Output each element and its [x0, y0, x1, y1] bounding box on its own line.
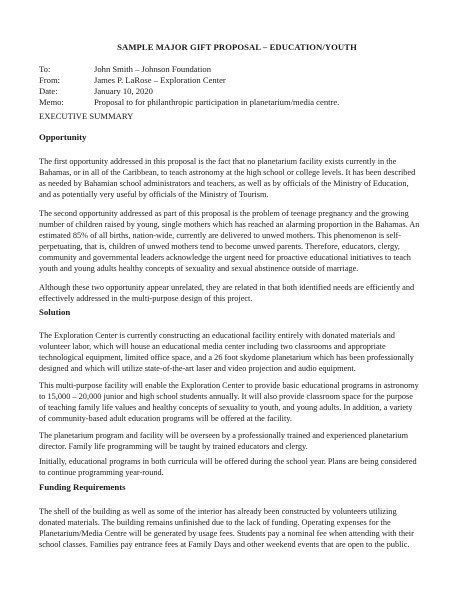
memo-header — [39, 64, 339, 108]
text-line: Planetarium/Media Centre will be generated by usage fees. Students pay a nominal fee when attending with their — [39, 529, 414, 538]
text-line: to continue programming year-round. — [39, 468, 164, 477]
text-line: technological equipment, limited office space, and a 26 foot skydome planetarium which has been professionally — [39, 353, 414, 362]
text-line: as needed by Bahamian school administrators and teachers, as well as by officials of the Ministry of Education, — [39, 179, 409, 188]
text-line: The planetarium program and facility will be overseen by a professionally trained and experienced planetarium — [39, 431, 409, 440]
memo-row-date — [39, 86, 339, 97]
memo-label-to: To: — [39, 64, 51, 74]
memo-label-date: Date: — [39, 86, 58, 96]
text-line: Initially, educational programs in both curricula will be offered during the school year. Plans are being considered — [39, 457, 417, 466]
memo-value-memo: Proposal to for philanthropic participation in planetarium/media centre. — [94, 97, 340, 107]
text-line: The Exploration Center is currently constructing an educational facility entirely with donated materials and — [39, 331, 395, 340]
opportunity-paragraph-1 — [39, 156, 437, 200]
funding-paragraph-1 — [39, 506, 437, 550]
solution-paragraph-4 — [39, 456, 437, 478]
text-line: donated materials. The building remains unfinished due to the lack of funding. Operating expenses for the — [39, 518, 391, 527]
memo-row-memo — [39, 97, 339, 108]
text-line: perpetuating, that is, children of unwed mothers tend to become unwed parents. Therefore, educators, clergy, — [39, 242, 400, 251]
text-line: estimated 85% of all births, nation-wide, currently are delivered to unwed mothers. This phenomenon is self- — [39, 231, 402, 240]
text-line: of community-based adult education programs will be offered at the facility. — [39, 414, 292, 423]
memo-value-date: January 10, 2020 — [94, 86, 153, 96]
text-line: This multi-purpose facility will enable the Exploration Center to provide basic educational programs in astronomy — [39, 381, 419, 390]
text-line: The shell of the building as well as some of the interior has already been constructed by volunteers utilizing — [39, 507, 397, 516]
executive-summary-label: EXECUTIVE SUMMARY — [39, 111, 134, 121]
solution-paragraph-2 — [39, 380, 437, 424]
text-line: volunteer labor, which will house an educational media center including two classrooms and appropriate — [39, 342, 386, 351]
text-line: school classes. Families pay entrance fees at Family Days and other weekend events that are open to the public. — [39, 540, 410, 549]
opportunity-paragraph-2 — [39, 208, 437, 274]
solution-paragraph-1 — [39, 330, 437, 374]
text-line: effectively addressed in the multi-purpose design of this project. — [39, 294, 253, 303]
solution-heading: Solution — [39, 307, 71, 317]
text-line: youth and young adults healthy concepts of sexuality and sexual abstinence outside of marriage. — [39, 264, 359, 273]
text-line: community and governmental leaders acknowledge the urgent need for proactive educational initiatives to teach — [39, 253, 411, 262]
memo-label-memo: Memo: — [39, 97, 64, 107]
document-title: SAMPLE MAJOR GIFT PROPOSAL – EDUCATION/YOUTH — [117, 42, 357, 52]
solution-paragraph-3 — [39, 430, 437, 452]
memo-row-from — [39, 75, 339, 86]
text-line: designed and which will utilize state-of-the-art laser and video projection and audio equipment. — [39, 364, 356, 373]
text-line: of teaching family life values and healthy concepts of sexuality to youth, and young adults. In addition, a variety — [39, 403, 413, 412]
text-line: director. Family life programming will be taught by trained educators and clergy. — [39, 442, 308, 451]
opportunity-paragraph-3 — [39, 282, 437, 304]
text-line: Bahamas, or in all of the Caribbean, to teach astronomy at the high school or college levels. It has been described — [39, 168, 416, 177]
memo-row-to — [39, 64, 339, 75]
memo-value-to: John Smith – Johnson Foundation — [94, 64, 211, 74]
text-line: to 15,000 – 20,000 junior and high school students annually. It will also provide classroom space for the purpose — [39, 392, 413, 401]
text-line: Although these two opportunity appear unrelated, they are related in that both identified needs are efficiently and — [39, 283, 415, 292]
funding-requirements-heading: Funding Requirements — [39, 482, 126, 492]
opportunity-heading: Opportunity — [39, 132, 87, 142]
memo-value-from: James P. LaRose – Exploration Center — [94, 75, 226, 85]
text-line: The first opportunity addressed in this proposal is the fact that no planetarium facility exists currently in the — [39, 157, 397, 166]
text-line: The second opportunity addressed as part of this proposal is the problem of teenage pregnancy and the growing — [39, 209, 409, 218]
text-line: and as potentially very useful by officials of the Ministry of Tourism. — [39, 190, 269, 199]
memo-label-from: From: — [39, 75, 61, 85]
text-line: number of children raised by young, single mothers which has reached an alarming proportion in the Bahamas. An — [39, 220, 420, 229]
